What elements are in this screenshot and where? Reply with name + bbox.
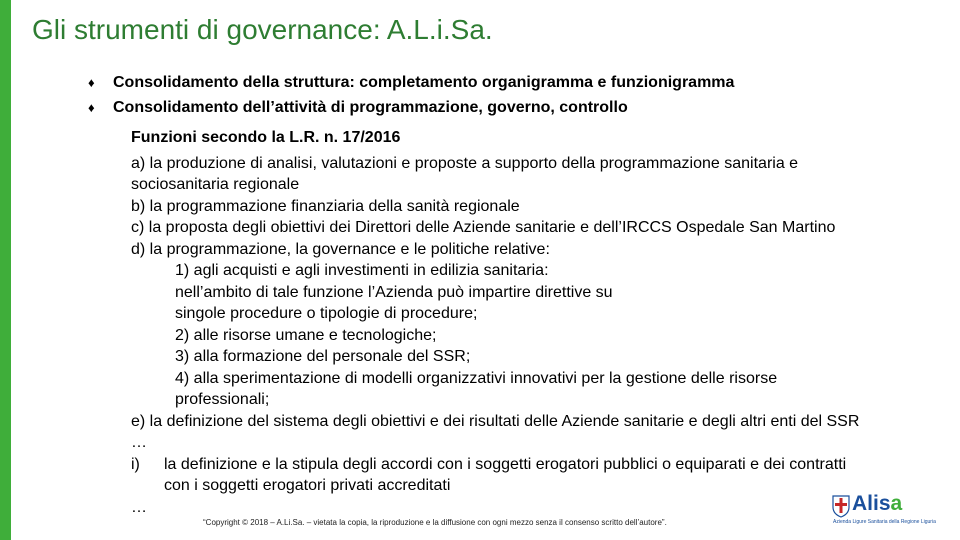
ellipsis: … xyxy=(131,498,147,516)
function-i-line1: la definizione e la stipula degli accordi con i soggetti erogatori pubblici o equiparati e dei contratti xyxy=(164,455,847,473)
bullet-text: Consolidamento della struttura: completamento organigramma e funzionigramma xyxy=(113,74,735,91)
function-d-item: nell’ambito di tale funzione l’Azienda può impartire direttive su xyxy=(175,283,613,301)
function-d-item: 4) alla sperimentazione di modelli organizzativi innovativi per la gestione delle risorse xyxy=(175,369,778,387)
bullet-item xyxy=(88,99,734,124)
function-d-item: professionali; xyxy=(175,391,270,408)
function-i-label: i) xyxy=(131,455,140,473)
function-d-item: singole procedure o tipologie di procedure; xyxy=(175,305,478,322)
function-i xyxy=(131,454,859,476)
function-d-item: 3) alla formazione del personale del SSR; xyxy=(175,348,471,365)
left-accent-bar xyxy=(0,0,11,540)
crest-icon xyxy=(832,494,850,518)
bullet-item xyxy=(88,74,734,99)
function-d-item: 2) alle risorse umane e tecnologiche; xyxy=(175,326,437,344)
bullet-text: Consolidamento dell’attività di programmazione, governo, controllo xyxy=(113,99,628,116)
functions-block xyxy=(131,127,859,518)
function-a-line2: sociosanitaria regionale xyxy=(131,176,300,193)
function-c: c) la proposta degli obiettivi dei Direttori delle Aziende sanitarie e dell’IRCCS Ospedale San Martino xyxy=(131,219,836,236)
ellipsis: … xyxy=(131,434,147,451)
bullet-list xyxy=(88,74,734,124)
alisa-logo xyxy=(830,492,936,528)
function-a-line1: a) la produzione di analisi, valutazioni e proposte a supporto della programmazione sanitaria e xyxy=(131,154,799,172)
diamond-bullet-icon: ♦ xyxy=(88,100,95,115)
diamond-bullet-icon: ♦ xyxy=(88,75,95,90)
functions-heading: Funzioni secondo la L.R. n. 17/2016 xyxy=(131,129,401,146)
logo-wordmark: Alisa xyxy=(852,492,903,515)
function-d: d) la programmazione, la governance e le politiche relative: xyxy=(131,240,550,258)
function-b: b) la programmazione finanziaria della sanità regionale xyxy=(131,197,520,215)
function-e: e) la definizione del sistema degli obiettivi e dei risultati delle Aziende sanitarie e degli altri enti del SSR xyxy=(131,412,860,430)
copyright-notice: “Copyright © 2018 – A.Li.Sa. – vietata la copia, la riproduzione e la diffusione con ogni mezzo senza il consenso scritto dell’autore”. xyxy=(203,518,667,527)
function-i-line2: con i soggetti erogatori privati accreditati xyxy=(164,477,451,494)
logo-subtitle: Azienda Ligure Sanitaria della Regione Liguria xyxy=(833,519,936,525)
function-d-item: 1) agli acquisti e agli investimenti in edilizia sanitaria: xyxy=(175,262,549,279)
page-title: Gli strumenti di governance: A.L.i.Sa. xyxy=(32,14,493,45)
